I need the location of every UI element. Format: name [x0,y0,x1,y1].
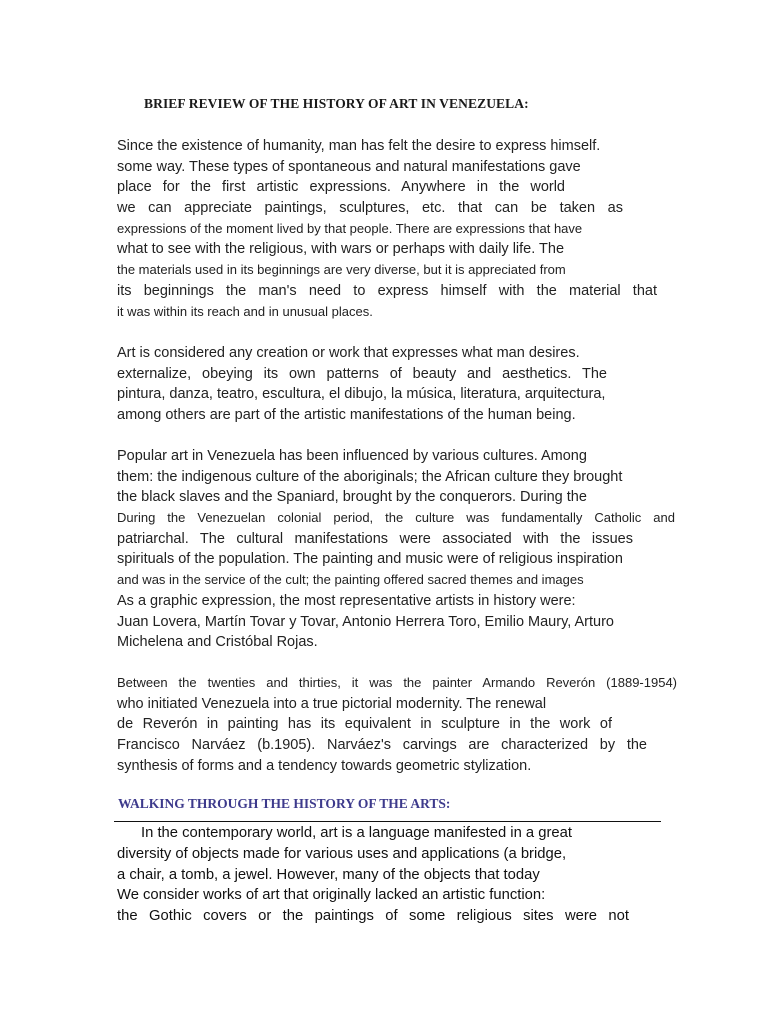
text-line: de Reverón in painting has its equivalent in sculpture in the work of [117,716,612,733]
text-line: its beginnings the man's need to express himself with the material that [117,282,657,299]
text-line: externalize, obeying its own patterns of beauty and aesthetics. The [117,365,607,382]
text-line: diversity of objects made for various uses and applications (a bridge, [117,845,567,862]
text-line: among others are part of the artistic manifestations of the human being. [117,407,576,424]
text-line: expressions of the moment lived by that people. There are expressions that have [117,220,583,236]
text-line: Between the twenties and thirties, it was the painter Armando Reverón (1889-1954) [117,675,677,690]
section-divider [114,821,661,822]
text-line: During the Venezuelan colonial period, the culture was fundamentally Catholic and [117,510,675,526]
text-line: them: the indigenous culture of the aboriginals; the African culture they brought [117,468,623,485]
text-line: the Gothic covers or the paintings of some religious sites were not [117,908,629,925]
paragraph-popular-art [117,446,675,653]
text-line: we can appreciate paintings, sculptures, etc. that can be taken as [117,200,623,217]
text-line: place for the first artistic expressions. Anywhere in the world [117,179,565,196]
text-line: Since the existence of humanity, man has felt the desire to express himself. [117,138,601,154]
text-line: it was within its reach and in unusual places. [117,303,373,319]
text-line: who initiated Venezuela into a true pictorial modernity. The renewal [117,695,547,712]
text-line: and was in the service of the cult; the painting offered sacred themes and images [117,572,584,588]
text-line: the materials used in its beginnings are very diverse, but it is appreciated from [117,262,566,278]
text-line: the black slaves and the Spaniard, brought by the conquerors. During the [117,489,587,506]
text-line: As a graphic expression, the most representative artists in history were: [117,592,576,609]
paragraph-contemporary [117,823,658,927]
text-line: We consider works of art that originally lacked an artistic function: [117,887,546,904]
text-line: synthesis of forms and a tendency towards geometric stylization. [117,757,532,774]
paragraph-art-definition [117,343,658,426]
section-heading: WALKING THROUGH THE HISTORY OF THE ARTS: [118,796,451,811]
text-line: Michelena and Cristóbal Rojas. [117,634,318,651]
document-title: BRIEF REVIEW OF THE HISTORY OF ART IN VENEZUELA: [144,96,529,111]
text-line: Art is considered any creation or work that expresses what man desires. [117,345,580,361]
text-line: a chair, a tomb, a jewel. However, many of the objects that today [117,866,540,883]
text-line: Popular art in Venezuela has been influenced by various cultures. Among [117,448,587,464]
text-line: patriarchal. The cultural manifestations were associated with the issues [117,530,633,547]
text-line: Francisco Narváez (b.1905). Narváez's carvings are characterized by the [117,737,647,754]
paragraph-reveron [117,673,677,776]
text-line: what to see with the religious, with wars or perhaps with daily life. The [117,241,565,258]
text-line: In the contemporary world, art is a language manifested in a great [141,825,572,841]
text-line: Juan Lovera, Martín Tovar y Tovar, Antonio Herrera Toro, Emilio Maury, Arturo [117,613,614,630]
text-line: spirituals of the population. The painting and music were of religious inspiration [117,551,623,568]
text-line: pintura, danza, teatro, escultura, el dibujo, la música, literatura, arquitectura, [117,386,606,403]
text-line: some way. These types of spontaneous and natural manifestations gave [117,158,581,175]
paragraph-intro [117,136,658,322]
